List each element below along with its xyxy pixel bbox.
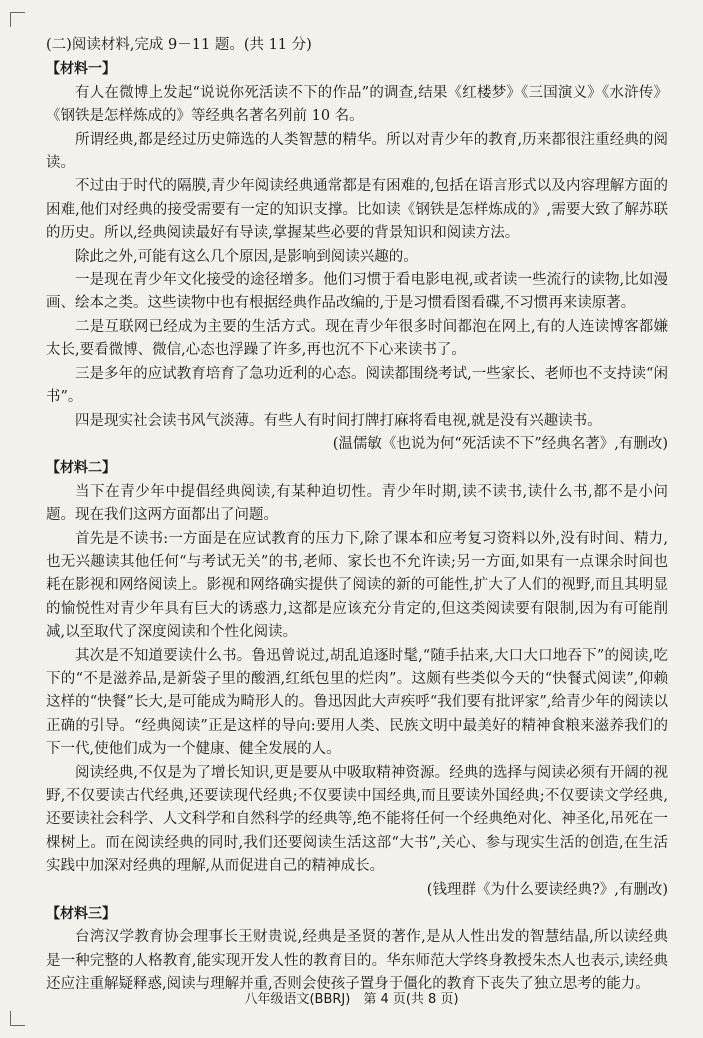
- material-3-paragraph: 台湾汉学教育协会理事长王财贵说,经典是圣贤的著作,是从人性出发的智慧结晶,所以读经典是一种完整的人格教育,能实现开发人性的教育目的。华东师范大学终身教授朱杰人也表示,读经典还应注重解疑释惑,阅读与理解并重,否则会使孩子置身于僵化的教育下丧失了独立思考的能力。: [46, 929, 668, 993]
- material-1-source: (温儒敏《也说为何“死活读不下”经典名著》,有删改): [332, 435, 668, 452]
- material-2-paragraph: 其次是不知道要读什么书。鲁迅曾说过,胡乱追逐时髦,“随手拈来,大口大口地吞下”的阅读,吃下的“不是滋养品,是新袋子里的酸酒,红纸包里的烂肉”。这颇有些类似今天的“快餐式阅读”,仰赖这样的“快餐”长大,是可能成为畸形人的。鲁迅因此大声疾呼“我们要有批评家”,给青少年的阅读以正确的引导。“经典阅读”正是这样的导向:要用人类、民族文明中最美好的精神食粮来滋养我们的下一代,使他们成为一个健康、健全发展的人。: [46, 647, 668, 758]
- material-3-heading: 【材料三】: [46, 906, 116, 923]
- crop-mark-top-left: [10, 12, 25, 27]
- material-1-paragraph: 四是现实社会读书风气淡薄。有些人有时间打牌打麻将看电视,就是没有兴趣读书。: [75, 412, 602, 429]
- page-footer: 八年级语文(BBRJ) 第 4 页(共 8 页): [244, 992, 459, 1007]
- material-1-paragraph: 所谓经典,都是经过历史筛选的人类智慧的精华。所以对青少年的教育,历来都很注重经典的阅读。: [46, 131, 668, 172]
- material-1-paragraph: 三是多年的应试教育培育了急功近利的心态。阅读都围绕考试,一些家长、老师也不支持读“闲书”。: [46, 365, 668, 406]
- material-1-paragraph: 一是现在青少年文化接受的途径增多。他们习惯于看电影电视,或者读一些流行的读物,比如漫画、绘本之类。这些读物中也有根据经典作品改编的,于是习惯看图看碟,不习惯再来读原著。: [46, 272, 668, 312]
- material-2-paragraph: 首先是不读书:一方面是在应试教育的压力下,除了课本和应考复习资料以外,没有时间、精力,也无兴趣读其他任何“与考试无关”的书,老师、家长也不允许读;另一方面,如果有一点课余时间也耗在影视和网络阅读上。影视和网络确实提供了阅读的新的可能性,扩大了人们的视野,而且其明显的愉悦性对青少年具有巨大的诱惑力,这都是应该充分肯定的,但这类阅读要有限制,因为有可能削减,以至取代了深度阅读和个性化阅读。: [46, 530, 668, 641]
- material-2-paragraph: 阅读经典,不仅是为了增长知识,更是要从中吸取精神资源。经典的选择与阅读必须有开阔的视野,不仅要读古代经典,还要读现代经典;不仅要读中国经典,而且要读外国经典;不仅要读文学经典,还要读社会科学、人文科学和自然科学的经典等,绝不能将任何一个经典绝对化、神圣化,吊死在一棵树上。而在阅读经典的同时,我们还要阅读生活这部“大书”,关心、参与现实生活的创造,在生活实践中加深对经典的理解,从而促进自己的精神成长。: [46, 764, 668, 875]
- crop-mark-bottom-left: [10, 1011, 25, 1026]
- material-1-paragraph: 不过由于时代的隔膜,青少年阅读经典通常都是有困难的,包括在语言形式以及内容理解方面的困难,他们对经典的接受需要有一定的知识支撑。比如读《钢铁是怎样炼成的》,需要大致了解苏联的历史。所以,经典阅读最好有导读,掌握某些必要的背景知识和阅读方法。: [46, 178, 668, 242]
- material-2-source: (钱理群《为什么要读经典?》,有删改): [426, 881, 668, 898]
- section-title: (二)阅读材料,完成 9－11 题。(共 11 分): [46, 37, 312, 53]
- material-1-heading: 【材料一】: [46, 61, 116, 78]
- material-2-paragraph: 当下在青少年中提倡经典阅读,有某种迫切性。青少年时期,读不读书,读什么书,都不是小问题。现在我们这两方面都出了问题。: [46, 483, 668, 524]
- material-1-paragraph: 除此之外,可能有这么几个原因,是影响到阅读兴趣的。: [75, 248, 418, 265]
- reading-passage: [46, 34, 668, 997]
- material-1-paragraph: 二是互联网已经成为主要的生活方式。现在青少年很多时间都泡在网上,有的人连读博客都嫌太长,要看微博、微信,心态也浮躁了许多,再也沉不下心来读书了。: [46, 318, 668, 359]
- material-2-heading: 【材料二】: [46, 460, 116, 477]
- material-1-paragraph: 有人在微博上发起“说说你死活读不下的作品”的调查,结果《红楼梦》《三国演义》《水浒传》《钢铁是怎样炼成的》等经典名著名列前 10 名。: [46, 84, 668, 125]
